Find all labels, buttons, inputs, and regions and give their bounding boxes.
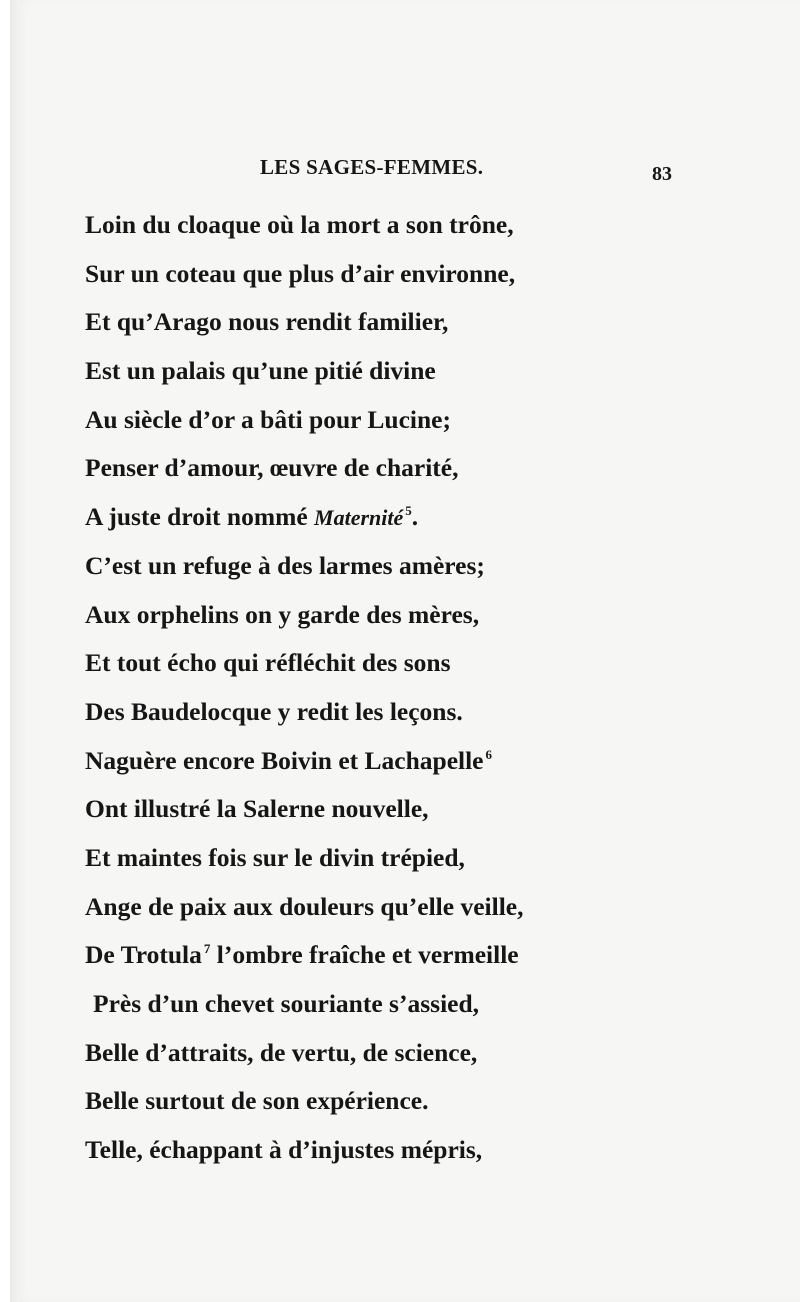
footnote-marker-6: 6 (485, 746, 492, 762)
verse-line: Aux orphelins on y garde des mères, (85, 599, 480, 629)
verse-line: Et maintes fois sur le divin trépied, (85, 842, 465, 872)
verse-line: Penser d’amour, œuvre de charité, (85, 453, 459, 483)
verse-line: Belle d’attraits, de vertu, de science, (85, 1037, 478, 1067)
verse-line: Ont illustré la Salerne nouvelle, (85, 794, 429, 824)
verse-text: Naguère encore Boivin et Lachapelle (85, 745, 484, 775)
page-number: 83 (652, 163, 672, 185)
verse-text-rest: l’ombre fraîche et vermeille (216, 940, 519, 970)
verse-line: Ange de paix aux douleurs qu’elle veille, (85, 891, 524, 921)
verse-line-lachapelle (85, 737, 705, 786)
maternite-italic: Maternité (314, 505, 404, 531)
verse-line-trotula (85, 931, 705, 980)
verse-line: Et tout écho qui réfléchit des sons (85, 648, 451, 678)
verse-text: De Trotula (85, 940, 202, 970)
footnote-marker-7: 7 (203, 941, 211, 957)
verse-line: Loin du cloaque où la mort a son trône, (85, 210, 514, 239)
verse-line: Et qu’Arago nous rendit familier, (85, 307, 449, 337)
page-header (0, 155, 800, 195)
verse-line: Des Baudelocque y redit les leçons. (85, 696, 463, 726)
verse-end-punct: . (411, 502, 419, 532)
verse-line: Au siècle d’or a bâti pour Lucine; (85, 404, 451, 434)
footnote-marker-5: 5 (405, 503, 412, 519)
verse-line: Belle surtout de son expérience. (85, 1086, 429, 1116)
verse-line-maternite (85, 493, 705, 542)
running-title: LES SAGES-FEMMES. (260, 155, 484, 179)
verse-text: A juste droit nommé (85, 502, 308, 532)
poem-text (85, 201, 705, 1175)
verse-line: C’est un refuge à des larmes amères; (85, 550, 485, 580)
verse-line: Sur un coteau que plus d’air environne, (85, 258, 516, 288)
verse-line: Près d’un chevet souriante s’assied, (93, 989, 480, 1018)
verse-line: Est un palais qu’une pitié divine (85, 356, 436, 386)
verse-line: Telle, échappant à d’injustes mépris, (85, 1135, 483, 1165)
page-gutter-shadow (10, 0, 20, 1302)
